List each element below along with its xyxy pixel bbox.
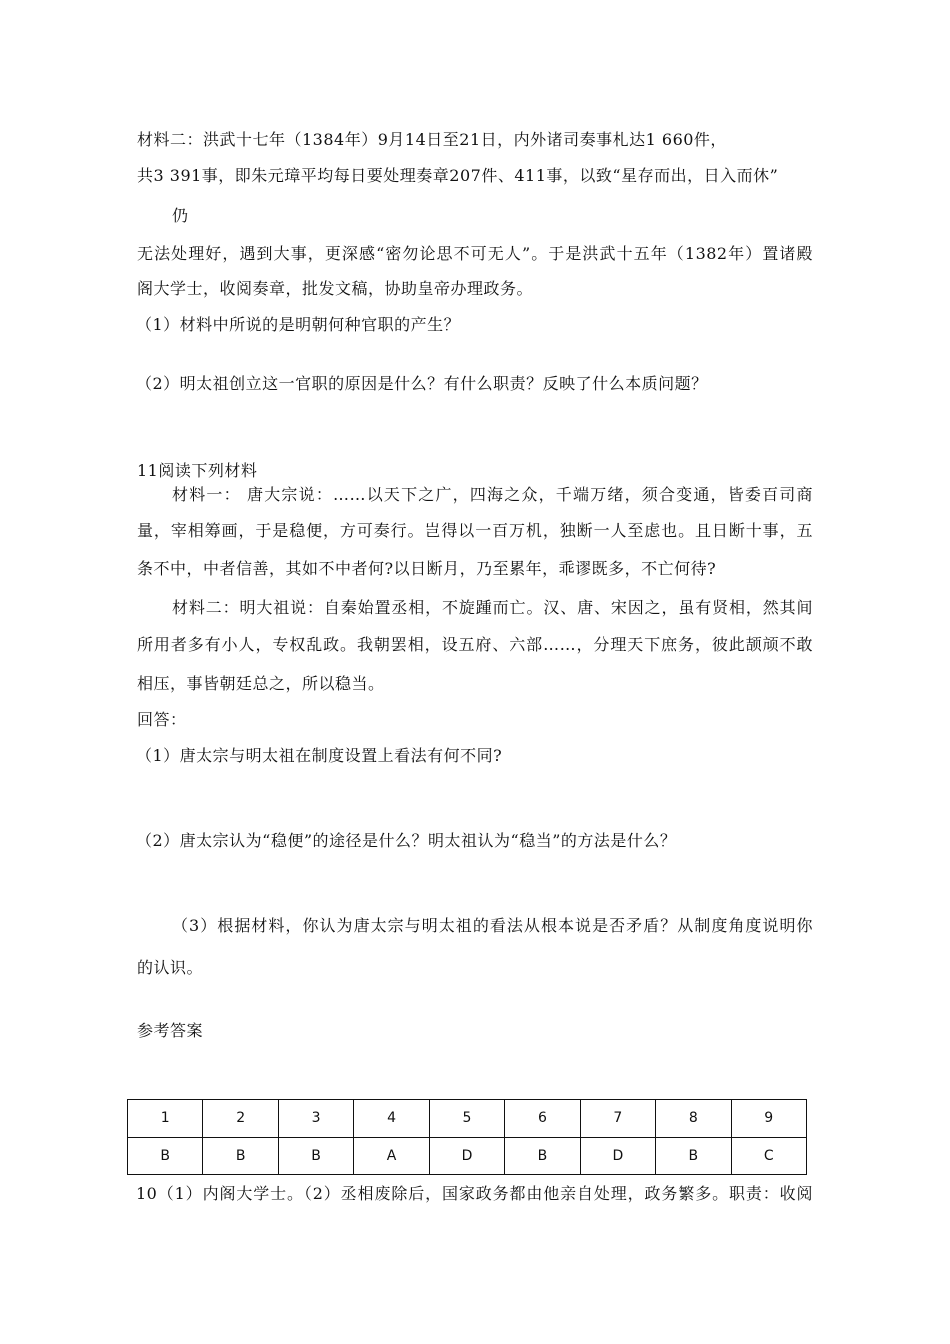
question-11-3-line-2: 的认识。 [137,958,204,977]
q11-material-2-line-2: 所用者多有小人，专权乱政。我朝罢相，设五府、六部……，分理天下庶务，彼此颉颃不敢 [137,635,813,654]
q11-material-2-line-1: 材料二：明大祖说：自秦始置丞相，不旋踵而亡。汉、唐、宋因之，虽有贤相，然其间 [172,598,813,617]
answer-table [127,1099,807,1175]
q11-material-1-line-1: 材料一： 唐大宗说：……以天下之广，四海之众，千端万绪，须合变通，皆委百司商 [172,485,813,504]
q11-material-2-line-3: 相压，事皆朝廷总之，所以稳当。 [137,674,385,693]
question-11-1: （1）唐太宗与明太祖在制度设置上看法有何不同? [136,746,503,765]
question-10-1: （1）材料中所说的是明朝何种官职的产生？ [136,315,461,334]
table-cell-answer: B [278,1137,353,1175]
table-cell-number: 4 [354,1100,429,1138]
table-cell-number: 6 [505,1100,580,1138]
answer-10-text: 10（1）内阁大学士。（2）丞相废除后，国家政务都由他亲自处理，政务繁多。职责：收阅 [136,1184,813,1203]
question-11-heading: 11阅读下列材料 [137,461,258,480]
material-2-line-3: 仍 [172,206,189,225]
answer-table-answer-row [128,1137,807,1175]
table-cell-number: 2 [203,1100,278,1138]
q11-material-1-line-2: 量，宰相筹画，于是稳便，方可奏行。岂得以一百万机，独断一人至虑也。且日断十事，五 [137,521,813,540]
question-11-3-line-1: （3）根据材料，你认为唐太宗与明太祖的看法从根本说是否矛盾？从制度角度说明你 [172,916,813,935]
table-cell-number: 5 [429,1100,504,1138]
question-10-2: （2）明太祖创立这一官职的原因是什么？有什么职责？反映了什么本质问题？ [136,374,708,393]
table-cell-answer: B [128,1137,203,1175]
table-cell-answer: C [731,1137,807,1175]
table-cell-number: 8 [656,1100,731,1138]
answer-table-number-row [128,1100,807,1138]
material-2-line-2: 共3 391事，即朱元璋平均每日要处理奏章207件、411事，以致“星存而出，日入而休” [137,166,779,185]
table-cell-answer: A [354,1137,429,1175]
table-cell-number: 1 [128,1100,203,1138]
table-cell-answer: B [203,1137,278,1175]
answer-prompt: 回答： [137,710,187,729]
reference-answers-heading: 参考答案 [137,1021,204,1040]
table-cell-answer: B [656,1137,731,1175]
table-cell-answer: D [429,1137,504,1175]
table-cell-number: 9 [731,1100,807,1138]
material-2-line-4: 无法处理好，遇到大事，更深感“密勿论思不可无人”。于是洪武十五年（1382年）置诸殿 [137,244,813,263]
q11-material-1-line-3: 条不中，中者信善，其如不中者何?以日断月，乃至累年，乖谬既多，不亡何待? [137,559,717,578]
material-2-line-5: 阁大学士，收阅奏章，批发文稿，协助皇帝办理政务。 [137,279,534,298]
table-cell-number: 3 [278,1100,353,1138]
material-2-line-1: 材料二：洪武十七年（1384年）9月14日至21日，内外诸司奏事札达1 660件， [137,130,727,149]
table-cell-answer: D [580,1137,655,1175]
table-cell-answer: B [505,1137,580,1175]
table-cell-number: 7 [580,1100,655,1138]
question-11-2: （2）唐太宗认为“稳便”的途径是什么？明太祖认为“稳当”的方法是什么？ [136,831,677,850]
